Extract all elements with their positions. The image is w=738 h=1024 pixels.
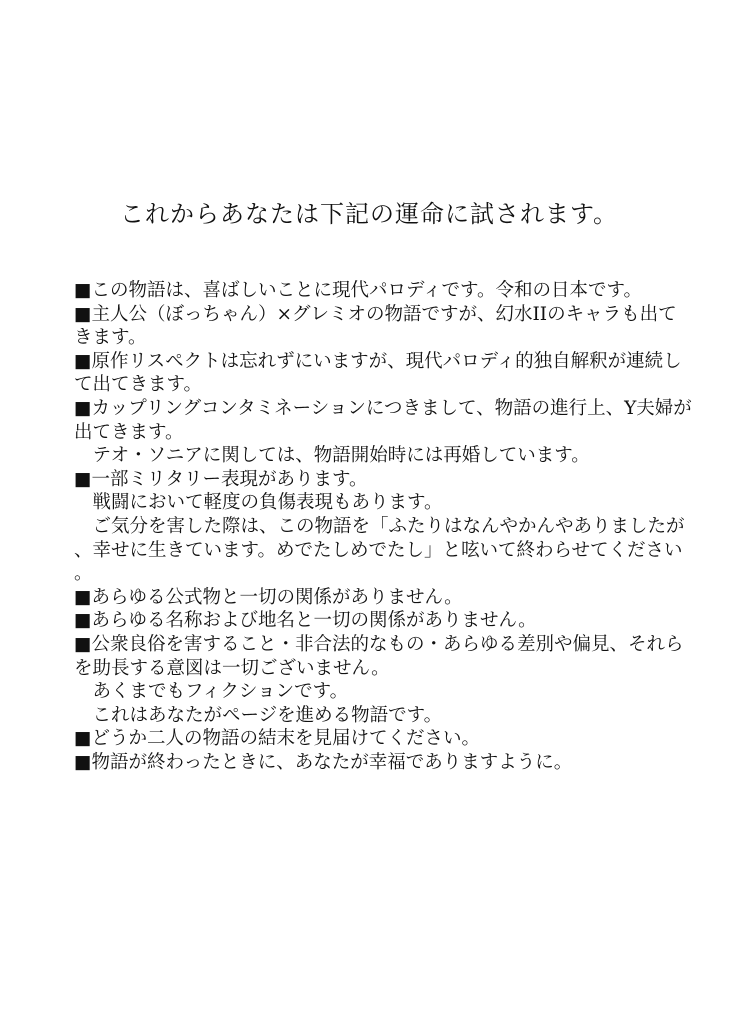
notice-item: ■この物語は、喜ばしいことに現代パロディです。令和の日本です。 <box>74 280 643 301</box>
notice-item: ■公衆良俗を害すること・非合法的なもの・あらゆる差別や偏見、それらを助長する意図は一切ございません。 <box>74 633 684 679</box>
notice-item: ■一部ミリタリー表現があります。 <box>74 468 368 490</box>
notice-subitem: これはあなたがページを進める物語です。 <box>92 704 443 726</box>
page-title: これからあなたは下記の運命に試されます。 <box>119 200 619 228</box>
notice-subitem: テオ・ソニアに関しては、物語開始時には再婚しています。 <box>92 445 590 467</box>
notice-body <box>74 279 694 774</box>
notice-subitem: 戦闘において軽度の負傷表現もあります。 <box>92 492 443 514</box>
notice-item: ■カップリングコンタミネーションにつきまして、物語の進行上、Y夫婦が出てきます。 <box>74 397 692 443</box>
notice-item: ■あらゆる名称および地名と一切の関係がありません。 <box>74 610 537 632</box>
notice-subitem: あくまでもフィクションです。 <box>92 681 349 703</box>
notice-item: ■物語が終わったときに、あなたが幸福でありますように。 <box>74 751 573 773</box>
notice-item: ■主人公（ぼっちゃん）×グレミオの物語ですが、幻水IIのキャラも出てきます。 <box>74 303 677 349</box>
notice-item: ■どうか二人の物語の結末を見届けてください。 <box>74 728 480 750</box>
notice-item: ■原作リスペクトは忘れずにいますが、現代パロディ的独自解釈が連続して出てきます。 <box>74 350 682 396</box>
notice-subitem: ご気分を害した際は、この物語を「ふたりはなんやかんやありましたが、幸せに生きています。めでたしめでたし」と呟いて終わらせてください。 <box>74 515 685 585</box>
notice-item: ■あらゆる公式物と一切の関係がありません。 <box>74 586 463 608</box>
